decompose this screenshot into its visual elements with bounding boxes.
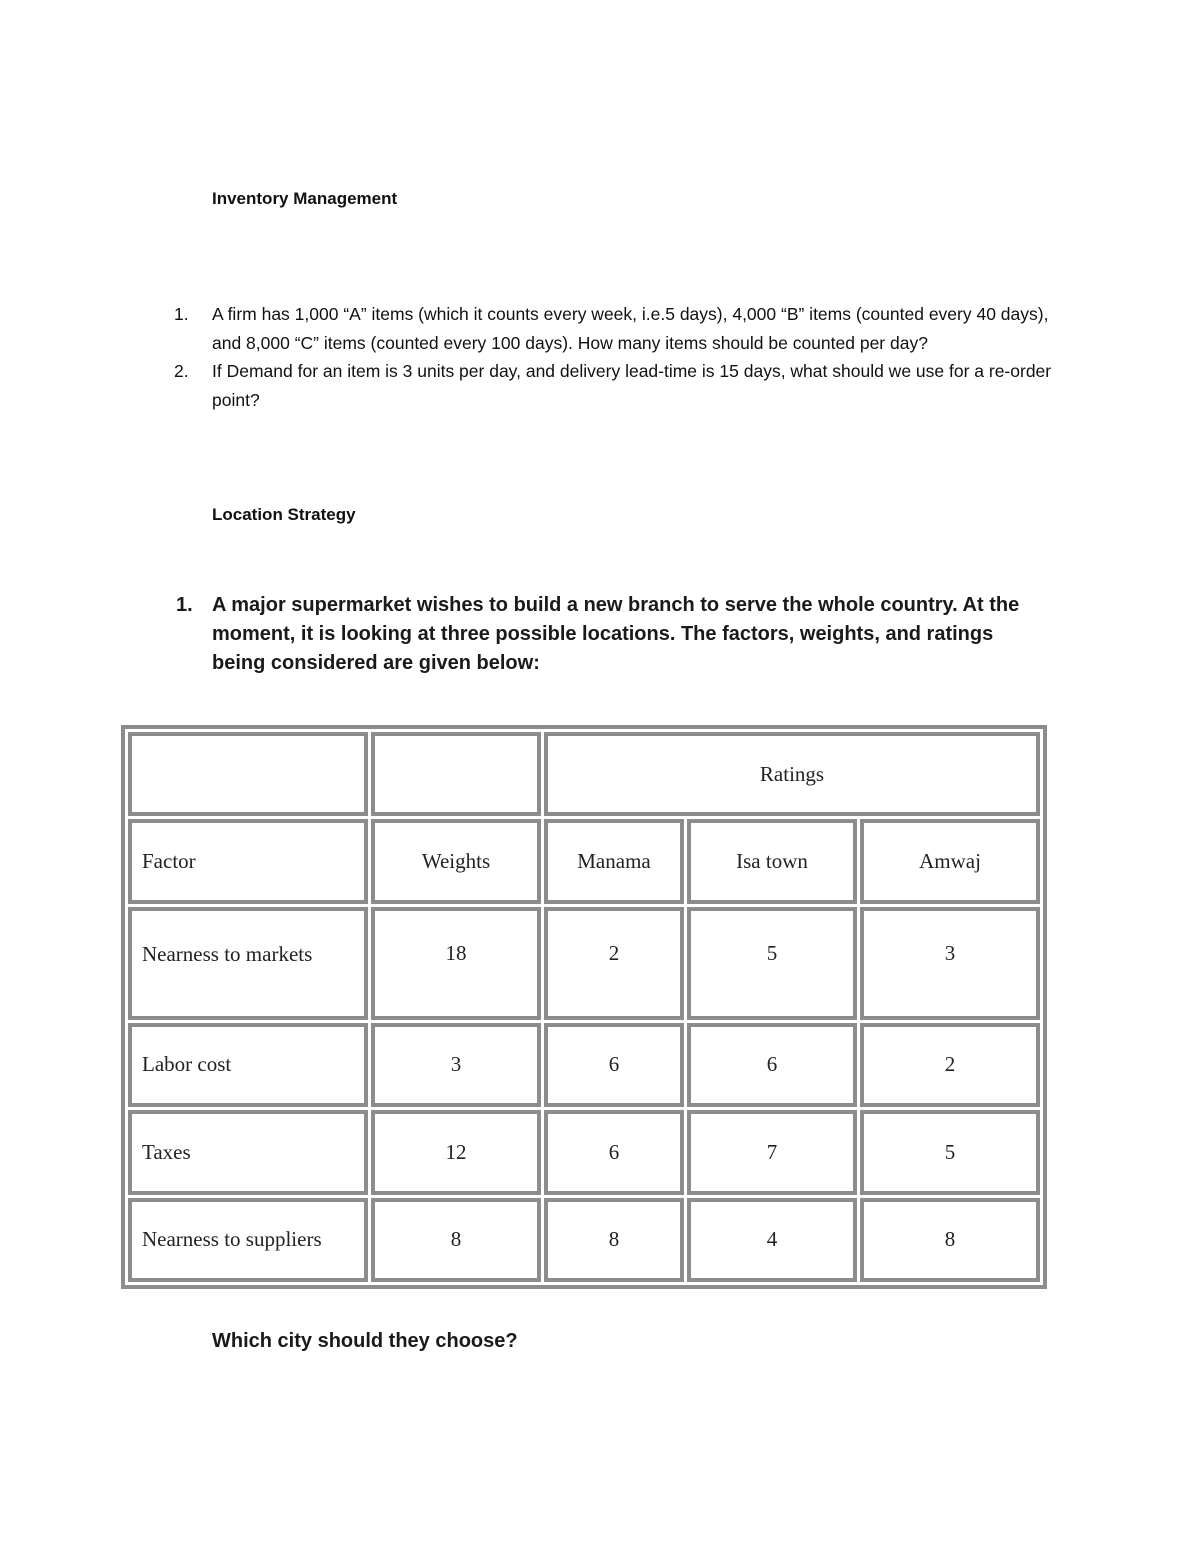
factor-cell: Labor cost <box>128 1023 368 1107</box>
isa-town-rating-cell: 7 <box>687 1110 857 1194</box>
location-question-list <box>176 591 1052 678</box>
manama-rating-cell: 2 <box>544 907 684 1020</box>
weight-cell: 3 <box>371 1023 541 1107</box>
factor-cell <box>128 907 368 1020</box>
manama-rating-cell: 6 <box>544 1023 684 1107</box>
factor-cell: Nearness to suppliers <box>128 1198 368 1283</box>
factor-label: Nearness to markets <box>142 941 313 966</box>
question-number: 1. <box>176 594 193 616</box>
manama-rating-cell: 8 <box>544 1198 684 1283</box>
weight-cell: 12 <box>371 1110 541 1194</box>
location-heading: Location Strategy <box>212 505 356 524</box>
empty-header-cell <box>371 732 541 816</box>
column-header-weights: Weights <box>371 819 541 903</box>
amwaj-rating-cell: 8 <box>860 1198 1040 1283</box>
factor-cell: Taxes <box>128 1110 368 1194</box>
weight-cell: 18 <box>371 907 541 1020</box>
list-item <box>174 357 1052 414</box>
ratings-group-header: Ratings <box>544 732 1040 816</box>
amwaj-rating-cell: 3 <box>860 907 1040 1020</box>
closing-question: Which city should they choose? <box>212 1330 518 1352</box>
isa-town-rating-cell: 4 <box>687 1198 857 1283</box>
question-number: 1. <box>174 304 189 324</box>
manama-rating-cell: 6 <box>544 1110 684 1194</box>
isa-town-rating-cell: 5 <box>687 907 857 1020</box>
empty-header-cell <box>128 732 368 816</box>
column-header-amwaj: Amwaj <box>860 819 1040 903</box>
table-column-header-row <box>128 819 1040 903</box>
list-item <box>174 300 1052 357</box>
amwaj-rating-cell: 2 <box>860 1023 1040 1107</box>
inventory-heading: Inventory Management <box>212 189 398 208</box>
table-row <box>128 1110 1040 1194</box>
amwaj-rating-cell: 5 <box>860 1110 1040 1194</box>
column-header-manama: Manama <box>544 819 684 903</box>
table-group-header-row <box>128 732 1040 816</box>
column-header-isa-town: Isa town <box>687 819 857 903</box>
question-number: 2. <box>174 361 189 381</box>
question-text: If Demand for an item is 3 units per day, and delivery lead-time is 15 days, what should we use for a re-order point? <box>212 361 1052 410</box>
question-text: A firm has 1,000 “A” items (which it counts every week, i.e.5 days), 4,000 “B” items (counted every 40 days), and 8,000 “C” items (counted every 100 days). How many items should be counted per day? <box>212 304 1049 353</box>
table-row <box>128 1023 1040 1107</box>
weight-cell: 8 <box>371 1198 541 1283</box>
inventory-question-list <box>174 300 1052 414</box>
column-header-factor: Factor <box>128 819 368 903</box>
isa-town-rating-cell: 6 <box>687 1023 857 1107</box>
list-item <box>176 591 1052 678</box>
table-row <box>128 907 1040 1020</box>
question-text: A major supermarket wishes to build a new branch to serve the whole country. At the moment, it is looking at three possible locations. The factors, weights, and ratings being considered are given below: <box>212 594 1020 674</box>
table-row <box>128 1198 1040 1283</box>
location-ratings-table <box>121 725 1047 1289</box>
